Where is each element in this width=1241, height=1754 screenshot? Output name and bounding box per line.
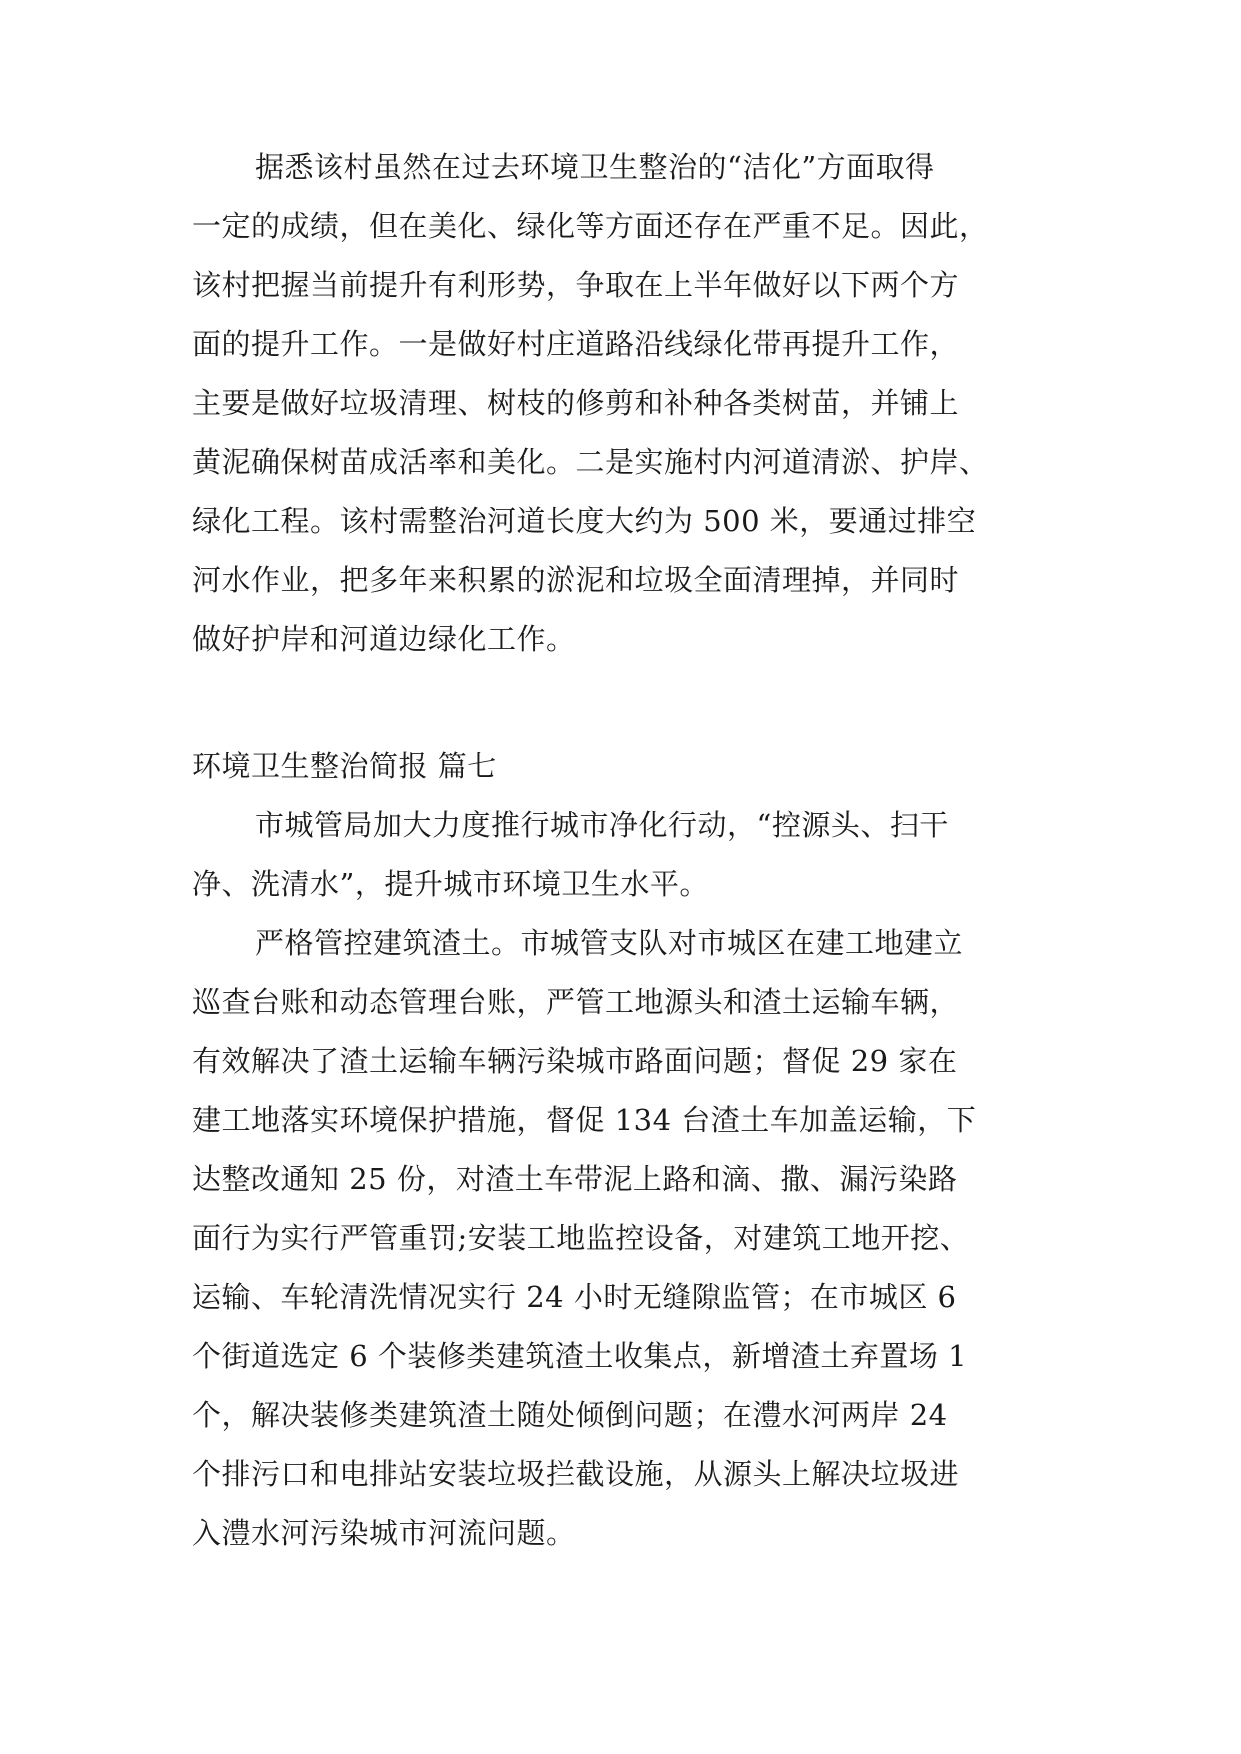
text-line: 巡查台账和动态管理台账，严管工地源头和渣土运输车辆，	[192, 985, 960, 1019]
text-line: 个排污口和电排站安装垃圾拦截设施，从源头上解决垃圾进	[192, 1457, 960, 1491]
text-line: 个，解决装修类建筑渣土随处倾倒问题；在澧水河两岸 24	[192, 1398, 948, 1432]
text-line: 河水作业，把多年来积累的淤泥和垃圾全面清理掉，并同时	[192, 563, 960, 597]
text-line: 做好护岸和河道边绿化工作。	[192, 622, 576, 656]
text-line: 据悉该村虽然在过去环境卫生整治的“洁化”方面取得	[255, 150, 935, 184]
paragraph-construction-waste	[192, 914, 1062, 1563]
text-line: 运输、车轮清洗情况实行 24 小时无缝隙监管；在市城区 6	[192, 1280, 957, 1314]
text-line: 主要是做好垃圾清理、树枝的修剪和补种各类树苗，并铺上	[192, 386, 960, 420]
text-line: 建工地落实环境保护措施，督促 134 台渣土车加盖运输，下	[192, 1103, 977, 1137]
text-line: 有效解决了渣土运输车辆污染城市路面问题；督促 29 家在	[192, 1044, 958, 1078]
text-line: 黄泥确保树苗成活率和美化。二是实施村内河道清淤、护岸、	[192, 445, 989, 479]
text-line: 绿化工程。该村需整治河道长度大约为 500 米，要通过排空	[192, 504, 977, 538]
paragraph-city-cleanup-intro	[192, 796, 1062, 914]
paragraph-village-improvement	[192, 138, 1062, 669]
section-heading: 环境卫生整治简报 篇七	[192, 749, 497, 783]
text-line: 面的提升工作。一是做好村庄道路沿线绿化带再提升工作，	[192, 327, 960, 361]
text-line: 净、洗清水”，提升城市环境卫生水平。	[192, 867, 709, 901]
text-line: 市城管局加大力度推行城市净化行动，“控源头、扫干	[255, 808, 949, 842]
text-line: 达整改通知 25 份，对渣土车带泥上路和滴、撒、漏污染路	[192, 1162, 958, 1196]
text-line: 个街道选定 6 个装修类建筑渣土收集点，新增渣土弃置场 1	[192, 1339, 968, 1373]
text-line: 一定的成绩，但在美化、绿化等方面还存在严重不足。因此，	[192, 209, 989, 243]
text-line: 严格管控建筑渣土。市城管支队对市城区在建工地建立	[255, 926, 964, 960]
text-line: 面行为实行严管重罚;安装工地监控设备，对建筑工地开挖、	[192, 1221, 970, 1255]
text-line: 入澧水河污染城市河流问题。	[192, 1516, 576, 1550]
text-line: 该村把握当前提升有利形势，争取在上半年做好以下两个方	[192, 268, 960, 302]
